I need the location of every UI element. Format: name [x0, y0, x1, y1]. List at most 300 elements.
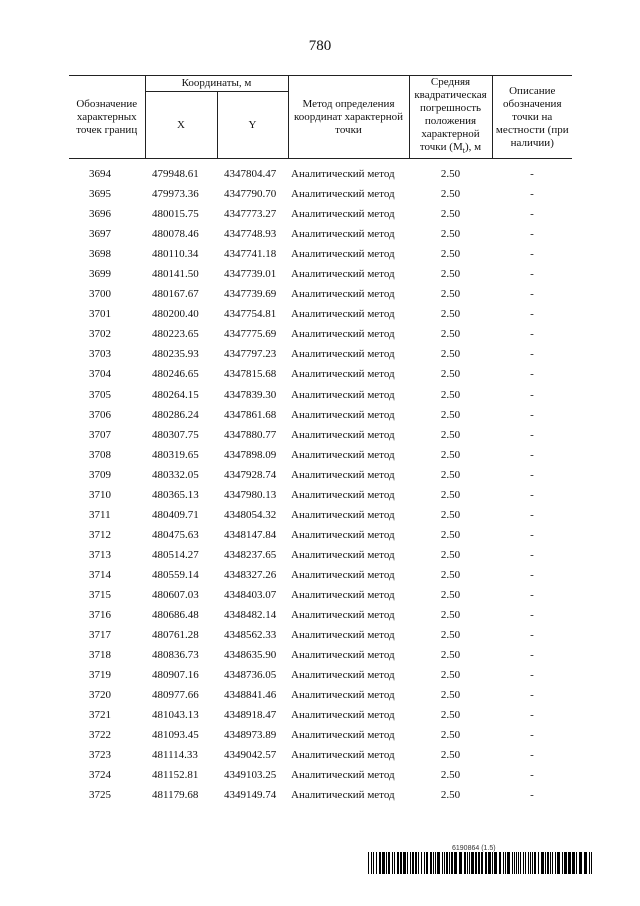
barcode-bar — [525, 852, 526, 874]
cell-mean-error: 2.50 — [440, 589, 461, 601]
cell-coord-x: 481093.45 — [152, 729, 199, 742]
cell-description: - — [530, 689, 534, 702]
cell-coord-x: 480836.73 — [152, 649, 199, 662]
table-row — [69, 445, 572, 465]
table-body — [69, 159, 572, 806]
table-row — [69, 304, 572, 324]
barcode-bar — [394, 852, 395, 874]
cell-coord-x: 480307.75 — [152, 428, 199, 441]
table-row — [69, 585, 572, 605]
cell-point-number: 3723 — [89, 749, 111, 762]
cell-mean-error: 2.50 — [440, 789, 461, 802]
cell-point-number: 3712 — [89, 528, 111, 541]
barcode-bar — [555, 852, 556, 874]
cell-method: Аналитический метод — [291, 769, 395, 782]
cell-point-number: 3710 — [89, 488, 111, 501]
cell-coord-y: 4347775.69 — [224, 328, 277, 341]
barcode-bar — [514, 852, 515, 874]
cell-mean-error: 2.50 — [440, 568, 461, 581]
header-mean-error-subscript: t — [462, 146, 465, 156]
barcode-bar — [467, 852, 468, 874]
barcode-label: 6190864 (1.5) — [452, 845, 496, 852]
barcode-bar — [552, 852, 553, 874]
cell-coord-y: 4347898.09 — [224, 448, 277, 461]
cell-description: - — [530, 548, 534, 561]
cell-mean-error: 2.50 — [440, 629, 461, 642]
cell-coord-x: 479948.61 — [152, 168, 199, 181]
cell-coord-y: 4348562.33 — [224, 629, 277, 642]
barcode-bar — [564, 852, 567, 874]
cell-mean-error: 2.50 — [440, 669, 461, 682]
cell-mean-error: 2.50 — [440, 248, 461, 261]
cell-coord-x: 480015.75 — [152, 208, 199, 221]
barcode-bar — [442, 852, 443, 874]
cell-point-number: 3695 — [89, 188, 111, 201]
barcode-bar — [505, 852, 506, 874]
table-row — [69, 244, 572, 264]
barcode-bar — [516, 852, 517, 874]
cell-method: Аналитический метод — [291, 649, 395, 662]
cell-coord-y: 4348736.05 — [224, 669, 277, 682]
cell-mean-error: 2.50 — [440, 468, 461, 481]
cell-method: Аналитический метод — [291, 749, 395, 762]
cell-point-number: 3722 — [89, 729, 111, 742]
header-coordinates-group: Координаты, м — [145, 76, 288, 92]
cell-coord-x: 480686.48 — [152, 609, 199, 622]
cell-coord-y: 4348403.07 — [224, 589, 277, 601]
cell-method: Аналитический метод — [291, 709, 395, 722]
cell-coord-y: 4347790.70 — [224, 188, 277, 201]
cell-description: - — [530, 228, 534, 241]
cell-coord-y: 4347839.30 — [224, 388, 277, 401]
cell-coord-y: 4349149.74 — [224, 789, 277, 802]
cell-coord-x: 480475.63 — [152, 528, 199, 541]
barcode-bar — [550, 852, 551, 874]
barcode-bar — [488, 852, 491, 874]
cell-point-number: 3705 — [89, 388, 111, 401]
cell-coord-y: 4347928.74 — [224, 468, 277, 481]
cell-coord-y: 4348635.90 — [224, 649, 277, 662]
cell-coord-x: 481114.33 — [152, 749, 198, 762]
cell-coord-y: 4348147.84 — [224, 528, 277, 541]
cell-coord-y: 4347754.81 — [224, 308, 277, 321]
barcode-bar — [444, 852, 445, 874]
barcode-bar — [368, 852, 369, 874]
cell-point-number: 3709 — [89, 468, 111, 481]
barcode-bar — [403, 852, 406, 874]
table-row — [69, 184, 572, 204]
table-row — [69, 204, 572, 224]
cell-point-number: 3698 — [89, 248, 111, 261]
cell-mean-error: 2.50 — [440, 308, 461, 321]
barcode-bar — [499, 852, 501, 874]
barcode-bar — [579, 852, 582, 874]
barcode-bar — [523, 852, 524, 874]
table-row — [69, 224, 572, 244]
cell-point-number: 3699 — [89, 268, 111, 281]
cell-coord-x: 480761.28 — [152, 629, 199, 642]
barcode-bar — [430, 852, 432, 874]
cell-point-number: 3711 — [89, 508, 111, 521]
cell-mean-error: 2.50 — [440, 769, 461, 782]
table-row — [69, 545, 572, 565]
barcode-bar — [426, 852, 428, 874]
barcode-bar — [478, 852, 480, 874]
cell-method: Аналитический метод — [291, 368, 395, 381]
barcode-bar — [386, 852, 387, 874]
cell-description: - — [530, 428, 534, 441]
header-y: Y — [217, 92, 288, 159]
cell-coord-x: 480200.40 — [152, 308, 199, 321]
cell-description: - — [530, 729, 534, 742]
cell-coord-y: 4347797.23 — [224, 348, 277, 361]
cell-point-number: 3714 — [89, 568, 111, 581]
barcode-bar — [541, 852, 544, 874]
cell-coord-x: 480286.24 — [152, 408, 199, 421]
barcode-bar — [572, 852, 575, 874]
barcode-bar — [562, 852, 563, 874]
cell-point-number: 3713 — [89, 548, 111, 561]
barcode-bar — [518, 852, 519, 874]
cell-mean-error: 2.50 — [440, 268, 461, 281]
table-row — [69, 364, 572, 384]
cell-coord-y: 4347880.77 — [224, 428, 277, 441]
barcode-bar — [545, 852, 546, 874]
cell-description: - — [530, 669, 534, 682]
barcode-bar — [538, 852, 539, 874]
barcode-bar — [379, 852, 381, 874]
barcode-bar — [475, 852, 477, 874]
barcode-bar — [388, 852, 390, 874]
barcode-bar — [471, 852, 474, 874]
cell-coord-x: 480559.14 — [152, 568, 199, 581]
table-row — [69, 385, 572, 405]
cell-coord-x: 480141.50 — [152, 268, 199, 281]
table-row — [69, 785, 572, 805]
cell-method: Аналитический метод — [291, 168, 395, 181]
cell-point-number: 3694 — [89, 168, 111, 181]
header-x: X — [145, 92, 217, 159]
barcode-bar — [421, 852, 422, 874]
cell-mean-error: 2.50 — [440, 368, 461, 381]
barcode-bar — [591, 852, 592, 874]
cell-coord-x: 480907.16 — [152, 669, 199, 682]
cell-point-number: 3719 — [89, 669, 111, 682]
cell-mean-error: 2.50 — [440, 328, 461, 341]
header-mean-error — [409, 76, 492, 159]
barcode-bar — [528, 852, 529, 874]
table-row — [69, 344, 572, 364]
cell-coord-y: 4348841.46 — [224, 689, 277, 702]
cell-method: Аналитический метод — [291, 208, 395, 221]
barcode-bar — [454, 852, 457, 874]
cell-coord-x: 481152.81 — [152, 769, 199, 782]
barcode-bar — [532, 852, 533, 874]
cell-coord-x: 480167.67 — [152, 288, 199, 301]
table-row — [69, 465, 572, 485]
cell-mean-error: 2.50 — [440, 348, 461, 361]
barcode-image — [368, 852, 592, 874]
cell-description: - — [530, 749, 534, 762]
cell-description: - — [530, 589, 534, 601]
cell-description: - — [530, 328, 534, 341]
cell-point-number: 3702 — [89, 328, 111, 341]
cell-mean-error: 2.50 — [440, 428, 461, 441]
cell-mean-error: 2.50 — [440, 709, 461, 722]
barcode-bar — [469, 852, 470, 874]
cell-description: - — [530, 488, 534, 501]
cell-description: - — [530, 248, 534, 261]
table-row — [69, 765, 572, 785]
cell-description: - — [530, 208, 534, 221]
cell-description: - — [530, 568, 534, 581]
cell-coord-y: 4348918.47 — [224, 709, 277, 722]
cell-method: Аналитический метод — [291, 468, 395, 481]
cell-mean-error: 2.50 — [440, 729, 461, 742]
barcode-bar — [589, 852, 590, 874]
cell-mean-error: 2.50 — [440, 508, 461, 521]
header-method: Метод определения координат характерной точки — [288, 76, 409, 159]
table-row — [69, 505, 572, 525]
cell-coord-y: 4347861.68 — [224, 408, 277, 421]
cell-point-number: 3708 — [89, 448, 111, 461]
barcode-bar — [520, 852, 521, 874]
cell-coord-x: 480977.66 — [152, 689, 199, 702]
table-row — [69, 405, 572, 425]
cell-coord-x: 480365.13 — [152, 488, 199, 501]
cell-point-number: 3720 — [89, 689, 111, 702]
cell-description: - — [530, 308, 534, 321]
cell-coord-y: 4347773.27 — [224, 208, 277, 221]
cell-mean-error: 2.50 — [440, 528, 461, 541]
table-row — [69, 485, 572, 505]
cell-coord-y: 4347741.18 — [224, 248, 277, 261]
cell-description: - — [530, 789, 534, 802]
cell-coord-x: 480514.27 — [152, 548, 199, 561]
cell-description: - — [530, 528, 534, 541]
page-number: 780 — [308, 38, 332, 54]
cell-point-number: 3701 — [89, 308, 111, 321]
cell-point-number: 3700 — [89, 288, 111, 301]
cell-method: Аналитический метод — [291, 568, 395, 581]
cell-description: - — [530, 388, 534, 401]
cell-mean-error: 2.50 — [440, 488, 461, 501]
cell-mean-error: 2.50 — [440, 228, 461, 241]
coordinates-table — [69, 75, 572, 806]
cell-method: Аналитический метод — [291, 689, 395, 702]
cell-coord-x: 481179.68 — [152, 789, 199, 802]
cell-method: Аналитический метод — [291, 528, 395, 541]
cell-coord-y: 4349103.25 — [224, 769, 277, 782]
table-row — [69, 525, 572, 545]
cell-coord-x: 480264.15 — [152, 388, 199, 401]
barcode-bar — [584, 852, 587, 874]
cell-point-number: 3704 — [89, 368, 111, 381]
cell-mean-error: 2.50 — [440, 168, 461, 181]
cell-method: Аналитический метод — [291, 609, 395, 622]
barcode-bar — [481, 852, 483, 874]
cell-point-number: 3703 — [89, 348, 111, 361]
barcode-bar — [557, 852, 560, 874]
cell-point-number: 3696 — [89, 208, 111, 221]
cell-description: - — [530, 508, 534, 521]
cell-method: Аналитический метод — [291, 408, 395, 421]
cell-coord-x: 481043.13 — [152, 709, 199, 722]
cell-description: - — [530, 368, 534, 381]
barcode-bar — [397, 852, 399, 874]
cell-mean-error: 2.50 — [440, 208, 461, 221]
table-row — [69, 164, 572, 184]
cell-method: Аналитический метод — [291, 348, 395, 361]
barcode-bar — [437, 852, 440, 874]
cell-description: - — [530, 609, 534, 622]
cell-description: - — [530, 268, 534, 281]
table-row — [69, 264, 572, 284]
cell-point-number: 3721 — [89, 709, 111, 722]
barcode-bar — [494, 852, 497, 874]
cell-method: Аналитический метод — [291, 629, 395, 642]
barcode-bar — [382, 852, 385, 874]
table-row — [69, 425, 572, 445]
cell-description: - — [530, 448, 534, 461]
cell-coord-y: 4348327.26 — [224, 568, 277, 581]
barcode-bar — [376, 852, 377, 874]
header-designation: Обозначение характерных точек границ — [69, 76, 145, 159]
barcode-bar — [400, 852, 402, 874]
cell-coord-x: 480332.05 — [152, 468, 199, 481]
cell-coord-x: 480078.46 — [152, 228, 199, 241]
cell-description: - — [530, 188, 534, 201]
cell-description: - — [530, 649, 534, 662]
cell-mean-error: 2.50 — [440, 749, 461, 762]
cell-description: - — [530, 629, 534, 642]
table-row — [69, 625, 572, 645]
cell-method: Аналитический метод — [291, 488, 395, 501]
cell-method: Аналитический метод — [291, 308, 395, 321]
barcode-bar — [507, 852, 510, 874]
cell-coord-x: 480607.03 — [152, 589, 199, 601]
barcode-bar — [410, 852, 411, 874]
cell-point-number: 3697 — [89, 228, 111, 241]
barcode-bar — [392, 852, 393, 874]
cell-coord-y: 4348054.32 — [224, 508, 277, 521]
cell-coord-x: 480110.34 — [152, 248, 199, 261]
table-row — [69, 284, 572, 304]
cell-method: Аналитический метод — [291, 388, 395, 401]
cell-description: - — [530, 408, 534, 421]
cell-method: Аналитический метод — [291, 188, 395, 201]
cell-point-number: 3706 — [89, 408, 111, 421]
cell-method: Аналитический метод — [291, 328, 395, 341]
cell-point-number: 3717 — [89, 629, 111, 642]
cell-mean-error: 2.50 — [440, 649, 461, 662]
cell-point-number: 3715 — [89, 589, 111, 601]
table-row — [69, 605, 572, 625]
cell-coord-x: 480409.71 — [152, 508, 199, 521]
barcode-bar — [418, 852, 419, 874]
cell-point-number: 3725 — [89, 789, 111, 802]
cell-coord-x: 480246.65 — [152, 368, 199, 381]
table-row — [69, 565, 572, 585]
cell-coord-y: 4347804.47 — [224, 168, 277, 181]
cell-method: Аналитический метод — [291, 248, 395, 261]
cell-method: Аналитический метод — [291, 548, 395, 561]
table-row — [69, 324, 572, 344]
cell-mean-error: 2.50 — [440, 388, 461, 401]
header-mean-error-text: Средняя квадратическая погрешность положения характерной точки (M — [414, 76, 487, 154]
header-mean-error-unit: ), м — [464, 141, 482, 154]
cell-description: - — [530, 168, 534, 181]
barcode-bar — [568, 852, 571, 874]
table-row — [69, 685, 572, 705]
cell-description: - — [530, 348, 534, 361]
barcode-bar — [433, 852, 434, 874]
table-row — [69, 705, 572, 725]
cell-coord-y: 4347739.69 — [224, 288, 277, 301]
cell-point-number: 3716 — [89, 609, 111, 622]
barcode-bar — [512, 852, 513, 874]
cell-method: Аналитический метод — [291, 589, 395, 601]
barcode-bar — [451, 852, 453, 874]
cell-coord-x: 479973.36 — [152, 188, 199, 201]
cell-point-number: 3718 — [89, 649, 111, 662]
barcode-bar — [407, 852, 408, 874]
barcode-bar — [464, 852, 466, 874]
cell-coord-y: 4348237.65 — [224, 548, 277, 561]
cell-description: - — [530, 468, 534, 481]
cell-method: Аналитический метод — [291, 508, 395, 521]
barcode-bar — [485, 852, 487, 874]
cell-coord-x: 480319.65 — [152, 448, 199, 461]
barcode-bar — [547, 852, 549, 874]
cell-mean-error: 2.50 — [440, 408, 461, 421]
cell-mean-error: 2.50 — [440, 188, 461, 201]
cell-mean-error: 2.50 — [440, 448, 461, 461]
cell-point-number: 3707 — [89, 428, 111, 441]
barcode-bar — [534, 852, 536, 874]
cell-coord-y: 4347748.93 — [224, 228, 277, 241]
cell-mean-error: 2.50 — [440, 548, 461, 561]
cell-coord-x: 480223.65 — [152, 328, 199, 341]
cell-method: Аналитический метод — [291, 428, 395, 441]
cell-mean-error: 2.50 — [440, 689, 461, 702]
cell-method: Аналитический метод — [291, 268, 395, 281]
barcode-bar — [415, 852, 417, 874]
table-header — [69, 76, 572, 159]
cell-method: Аналитический метод — [291, 448, 395, 461]
cell-coord-y: 4348973.89 — [224, 729, 277, 742]
cell-coord-y: 4347980.13 — [224, 488, 277, 501]
header-description: Описание обозначения точки на местности (при наличии) — [492, 76, 572, 159]
cell-coord-y: 4348482.14 — [224, 609, 277, 622]
cell-coord-y: 4347815.68 — [224, 368, 277, 381]
barcode-bar — [492, 852, 493, 874]
barcode-bar — [449, 852, 450, 874]
cell-method: Аналитический метод — [291, 669, 395, 682]
cell-coord-y: 4349042.57 — [224, 749, 277, 762]
barcode-bar — [435, 852, 436, 874]
table-row — [69, 665, 572, 685]
barcode-bar — [446, 852, 448, 874]
cell-method: Аналитический метод — [291, 228, 395, 241]
table-row — [69, 745, 572, 765]
barcode-bar — [412, 852, 414, 874]
cell-description: - — [530, 288, 534, 301]
barcode-bar — [576, 852, 577, 874]
barcode-bar — [373, 852, 374, 874]
barcode-bar — [424, 852, 425, 874]
cell-coord-y: 4347739.01 — [224, 268, 277, 281]
